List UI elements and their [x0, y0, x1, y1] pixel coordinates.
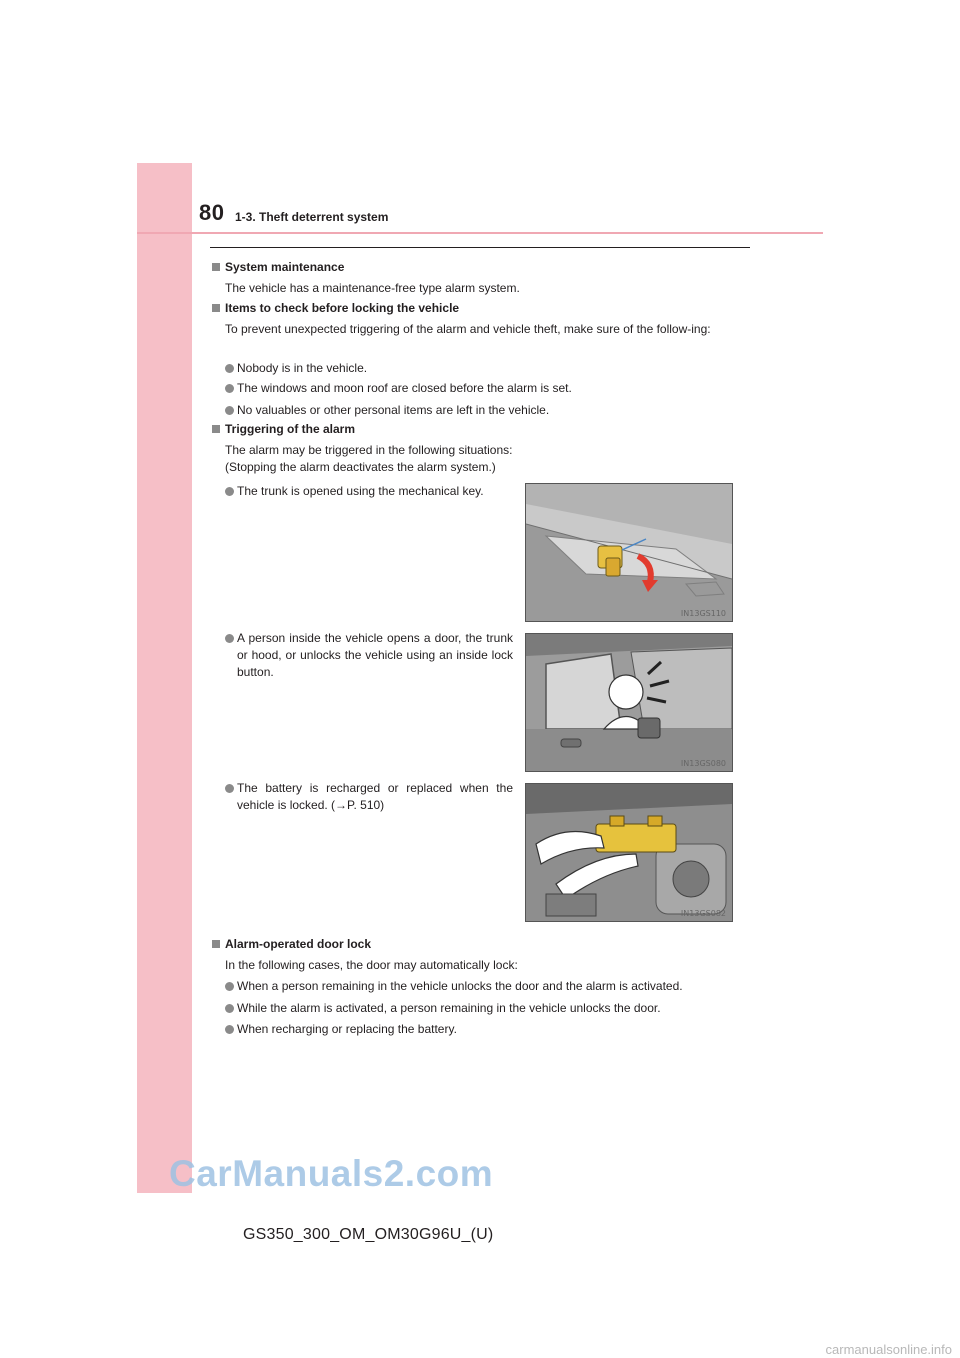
site-footer-link[interactable]: carmanualsonline.info	[825, 1342, 952, 1357]
document-code: GS350_300_OM_OM30G96U_(U)	[243, 1226, 494, 1243]
content-rule	[210, 247, 750, 248]
round-bullet-icon	[225, 487, 234, 496]
round-bullet-icon	[225, 634, 234, 643]
figure-code: IN13GS082	[680, 909, 726, 918]
list-item: No valuables or other personal items are left in the vehicle.	[225, 402, 750, 419]
figure-battery	[525, 783, 733, 922]
round-bullet-icon	[225, 1025, 234, 1034]
list-item: The trunk is opened using the mechanical key.	[225, 483, 515, 500]
para-alarm-operated-door-lock: In the following cases, the door may automatically lock:	[225, 958, 518, 972]
square-bullet-icon	[212, 940, 220, 948]
list-item: When recharging or replacing the battery.	[225, 1021, 755, 1038]
engine-battery-illustration	[526, 784, 732, 921]
square-bullet-icon	[212, 304, 220, 312]
list-item: Nobody is in the vehicle.	[225, 360, 750, 377]
figure-code: IN13GS110	[680, 609, 726, 618]
para-system-maintenance: The vehicle has a maintenance-free type alarm system.	[225, 281, 520, 295]
heading-items-to-check: Items to check before locking the vehicle	[212, 301, 459, 315]
figure-code: IN13GS080	[680, 759, 726, 768]
page-number: 80	[199, 200, 225, 225]
list-item: When a person remaining in the vehicle unlocks the door and the alarm is activated.	[225, 978, 755, 995]
chapter-sidebar-tab	[137, 163, 192, 1193]
watermark-logo: CarManuals2.com	[169, 1153, 494, 1194]
heading-triggering: Triggering of the alarm	[212, 422, 355, 436]
list-item: While the alarm is activated, a person remaining in the vehicle unlocks the door.	[225, 1000, 755, 1017]
square-bullet-icon	[212, 263, 220, 271]
figure-trunk-key	[525, 483, 733, 622]
trunk-lock-illustration	[526, 484, 732, 621]
round-bullet-icon	[225, 1004, 234, 1013]
round-bullet-icon	[225, 784, 234, 793]
heading-system-maintenance: System maintenance	[212, 260, 344, 274]
para-triggering-line-1: The alarm may be triggered in the following situations:	[225, 443, 513, 457]
figure-person-inside	[525, 633, 733, 772]
list-item: The windows and moon roof are closed before the alarm is set.	[225, 380, 750, 397]
list-item: The battery is recharged or replaced when the vehicle is locked. (→P. 510)	[225, 780, 513, 814]
para-items-to-check: To prevent unexpected triggering of the alarm and vehicle theft, make sure of the follow-ing:	[225, 322, 711, 336]
round-bullet-icon	[225, 406, 234, 415]
section-title: 1-3. Theft deterrent system	[235, 210, 389, 224]
heading-alarm-operated-door-lock: Alarm-operated door lock	[212, 937, 371, 951]
list-item: A person inside the vehicle opens a door, the trunk or hood, or unlocks the vehicle using an inside lock button.	[225, 630, 513, 681]
square-bullet-icon	[212, 425, 220, 433]
para-triggering-line-2: (Stopping the alarm deactivates the alarm system.)	[225, 460, 496, 474]
round-bullet-icon	[225, 982, 234, 991]
header-rule	[137, 232, 823, 234]
vehicle-interior-illustration	[526, 634, 732, 771]
round-bullet-icon	[225, 384, 234, 393]
round-bullet-icon	[225, 364, 234, 373]
